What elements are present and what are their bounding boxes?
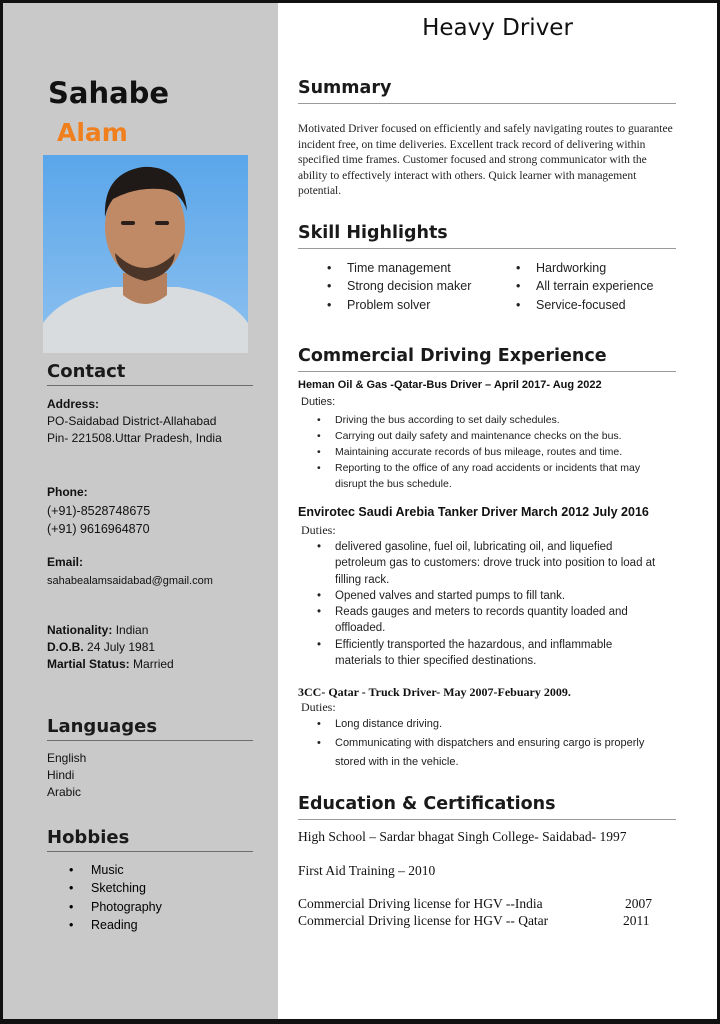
duties-label: Duties:	[301, 700, 336, 714]
skill-item: • All terrain experience	[514, 277, 653, 295]
phone-1: (+91)-8528748675	[47, 504, 151, 518]
education-first-aid: First Aid Training – 2010	[298, 863, 436, 878]
resume-page	[3, 3, 717, 1019]
address-line-1: PO-Saidabad District-Allahabad	[47, 414, 217, 428]
hobbies-divider	[47, 851, 253, 852]
hobby-item: • Sketching	[69, 879, 162, 897]
nationality-value: Indian	[115, 623, 149, 637]
summary-heading: Summary	[298, 78, 392, 98]
email-value: sahabealamsaidabad@gmail.com	[47, 575, 213, 587]
duty-item: • Communicating with dispatchers and ensuring cargo is properly stored with in the vehicle.	[315, 734, 661, 772]
skill-item: • Time management	[325, 259, 471, 277]
license-qatar-year: 2011	[623, 913, 650, 928]
address-block	[47, 396, 222, 447]
duty-item: • Reads gauges and meters to records quantity loaded and offloaded.	[315, 604, 661, 637]
dob-value: 24 July 1981	[87, 640, 156, 654]
duties-label: Duties:	[301, 523, 336, 537]
skills-heading: Skill Highlights	[298, 223, 448, 243]
duty-item: • Driving the bus according to set daily schedules.	[315, 412, 661, 428]
language-item: Arabic	[47, 785, 82, 799]
email-label: Email:	[47, 555, 84, 569]
dob-label: D.O.B.	[47, 640, 84, 654]
languages-list	[47, 750, 86, 801]
duty-item: • Reporting to the office of any road accidents or incidents that may disrupt the bus schedule.	[315, 460, 661, 492]
hobby-item: • Reading	[69, 916, 162, 934]
job-heading: 3CC- Qatar - Truck Driver- May 2007-Febuary 2009.	[298, 685, 571, 699]
duties-label: Duties:	[301, 396, 336, 408]
license-india-year: 2007	[625, 896, 652, 911]
license-qatar: Commercial Driving license for HGV -- Qatar	[298, 913, 549, 928]
duty-item: • Opened valves and started pumps to fill tank.	[315, 588, 661, 604]
profile-photo	[43, 155, 248, 353]
personal-info	[47, 622, 174, 673]
sidebar	[3, 3, 278, 1019]
language-item: Hindi	[47, 768, 75, 782]
skill-item: • Strong decision maker	[325, 277, 471, 295]
nationality-label: Nationality:	[47, 623, 113, 637]
education-school: High School – Sardar bhagat Singh College- Saidabad- 1997	[298, 829, 627, 844]
language-item: English	[47, 751, 87, 765]
license-india: Commercial Driving license for HGV --India	[298, 896, 543, 911]
job-heading: Heman Oil & Gas -Qatar-Bus Driver – April 2017- Aug 2022	[298, 379, 602, 391]
job-title: Heavy Driver	[422, 15, 573, 41]
address-line-2: Pin- 221508.Uttar Pradesh, India	[47, 431, 222, 445]
profile-photo-image	[43, 155, 248, 353]
last-name: Alam	[57, 118, 128, 147]
experience-divider	[298, 371, 676, 372]
phone-label: Phone:	[47, 485, 88, 499]
address-label: Address:	[47, 397, 100, 411]
first-name: Sahabe	[48, 76, 170, 110]
duty-item: • Long distance driving.	[315, 715, 661, 734]
skill-item: • Hardworking	[514, 259, 653, 277]
skill-item: • Problem solver	[325, 296, 471, 314]
duties-list	[315, 412, 661, 492]
marital-label: Martial Status:	[47, 657, 130, 671]
experience-heading: Commercial Driving Experience	[298, 346, 607, 366]
skills-column-1	[325, 259, 471, 314]
duty-item: • Efficiently transported the hazardous, and inflammable materials to thier specified destinations.	[315, 637, 661, 670]
marital-value: Married	[133, 657, 174, 671]
skills-divider	[298, 248, 676, 249]
phone-2: (+91) 9616964870	[47, 522, 150, 536]
duties-list	[315, 715, 661, 772]
duty-item: • Carrying out daily safety and maintenance checks on the bus.	[315, 428, 661, 444]
hobbies-heading: Hobbies	[47, 827, 130, 848]
languages-divider	[47, 740, 253, 741]
summary-divider	[298, 103, 676, 104]
duties-list	[315, 539, 661, 669]
duty-item: • delivered gasoline, fuel oil, lubricating oil, and liquefied petroleum gas to customers: drove truck into position to load at filling rack.	[315, 539, 661, 588]
contact-heading: Contact	[47, 361, 126, 382]
phone-block	[47, 484, 150, 538]
summary-text: Motivated Driver focused on efficiently and safely navigating routes to guarantee incident free, on time deliveries. Excellent track record of delivering within specified time frames. Customer focused and strong communicator with the ability to effectively interact with others. Quick learner with management potential.	[298, 123, 673, 197]
email-block	[47, 554, 213, 591]
skills-column-2	[514, 259, 653, 314]
hobbies-list	[69, 861, 162, 934]
education-heading: Education & Certifications	[298, 794, 556, 814]
education-divider	[298, 819, 676, 820]
hobby-item: • Music	[69, 861, 162, 879]
contact-divider	[47, 385, 253, 386]
duty-item: • Maintaining accurate records of bus mileage, routes and time.	[315, 444, 661, 460]
main-content	[278, 3, 717, 1019]
hobby-item: • Photography	[69, 898, 162, 916]
job-heading: Envirotec Saudi Arebia Tanker Driver March 2012 July 2016	[298, 505, 649, 519]
skill-item: • Service-focused	[514, 296, 653, 314]
languages-heading: Languages	[47, 716, 158, 737]
